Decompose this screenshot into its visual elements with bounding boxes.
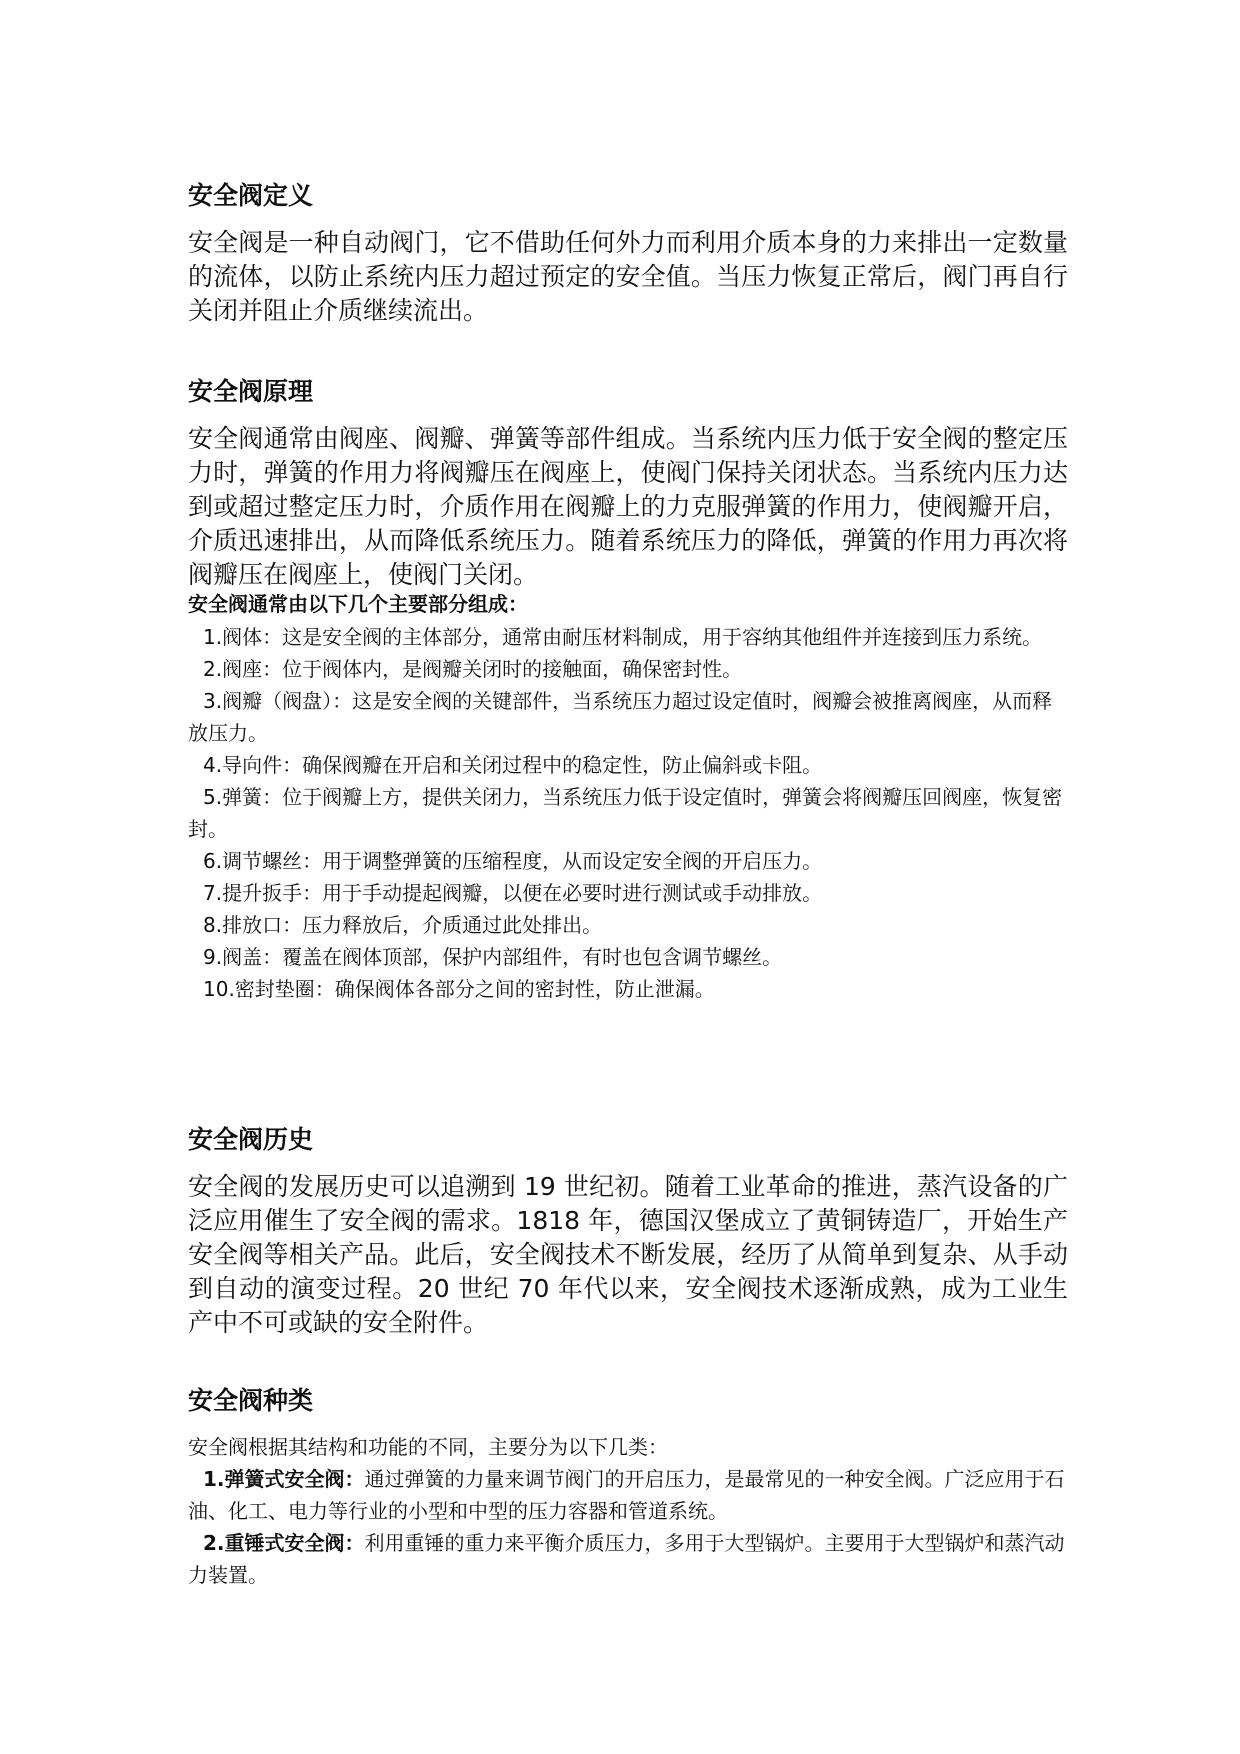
list-item: 9.阀盖：覆盖在阀体顶部，保护内部组件，有时也包含调节螺丝。 — [203, 945, 783, 969]
list-item: 4.导向件：确保阀瓣在开启和关闭过程中的稳定性，防止偏斜或卡阻。 — [203, 753, 823, 777]
list-item: 10.密封垫圈：确保阀体各部分之间的密封性，防止泄漏。 — [203, 977, 715, 1001]
definition-heading: 安全阀定义 — [188, 181, 314, 210]
types-list — [188, 1463, 1068, 1591]
list-item — [188, 1463, 1068, 1527]
type-description: 通过弹簧的力量来调节阀门的开启压力，是最常见的一种安全阀。广泛应用于石油、化工、电力等行业的小型和中型的压力容器和管道系统。 — [188, 1467, 1065, 1523]
list-item: 2.阀座：位于阀体内，是阀瓣关闭时的接触面，确保密封性。 — [203, 657, 743, 681]
history-heading: 安全阀历史 — [188, 1125, 314, 1154]
list-item — [188, 1527, 1068, 1591]
components-list — [188, 621, 1068, 1005]
types-heading: 安全阀种类 — [188, 1386, 314, 1415]
types-intro: 安全阀根据其结构和功能的不同，主要分为以下几类： — [188, 1435, 668, 1459]
list-item: 3.阀瓣（阀盘）：这是安全阀的关键部件，当系统压力超过设定值时，阀瓣会被推离阀座，从而释放压力。 — [188, 689, 1053, 745]
type-description: 利用重锤的重力来平衡介质压力，多用于大型锅炉。主要用于大型锅炉和蒸汽动力装置。 — [188, 1531, 1065, 1587]
definition-paragraph: 安全阀是一种自动阀门，它不借助任何外力而利用介质本身的力来排出一定数量的流体，以防止系统内压力超过预定的安全值。当压力恢复正常后，阀门再自行关闭并阻止介质继续流出。 — [188, 228, 1068, 325]
components-heading: 安全阀通常由以下几个主要部分组成： — [188, 592, 528, 616]
list-item: 5.弹簧：位于阀瓣上方，提供关闭力，当系统压力低于设定值时，弹簧会将阀瓣压回阀座，恢复密封。 — [188, 785, 1063, 841]
principle-paragraph: 安全阀通常由阀座、阀瓣、弹簧等部件组成。当系统内压力低于安全阀的整定压力时，弹簧的作用力将阀瓣压在阀座上，使阀门保持关闭状态。当系统内压力达到或超过整定压力时，介质作用在阀瓣上的力克服弹簧的作用力，使阀瓣开启，介质迅速排出，从而降低系统压力。随着系统压力的降低，弹簧的作用力再次将阀瓣压在阀座上，使阀门关闭。 — [188, 424, 1068, 589]
list-item: 1.阀体：这是安全阀的主体部分，通常由耐压材料制成，用于容纳其他组件并连接到压力系统。 — [203, 625, 1043, 649]
history-paragraph: 安全阀的发展历史可以追溯到 19 世纪初。随着工业革命的推进，蒸汽设备的广泛应用催生了安全阀的需求。1818 年，德国汉堡成立了黄铜铸造厂，开始生产安全阀等相关产品。此后，安全阀技术不断发展，经历了从简单到复杂、从手动到自动的演变过程。20 世纪 70 年代以来，安全阀技术逐渐成熟，成为工业生产中不可或缺的安全附件。 — [188, 1172, 1068, 1337]
principle-heading: 安全阀原理 — [188, 377, 314, 406]
type-term: 1.弹簧式安全阀： — [203, 1467, 365, 1491]
list-item: 8.排放口：压力释放后，介质通过此处排出。 — [203, 913, 603, 937]
list-item: 7.提升扳手：用于手动提起阀瓣，以便在必要时进行测试或手动排放。 — [203, 881, 823, 905]
type-term: 2.重锤式安全阀： — [203, 1531, 365, 1555]
list-item: 6.调节螺丝：用于调整弹簧的压缩程度，从而设定安全阀的开启压力。 — [203, 849, 823, 873]
